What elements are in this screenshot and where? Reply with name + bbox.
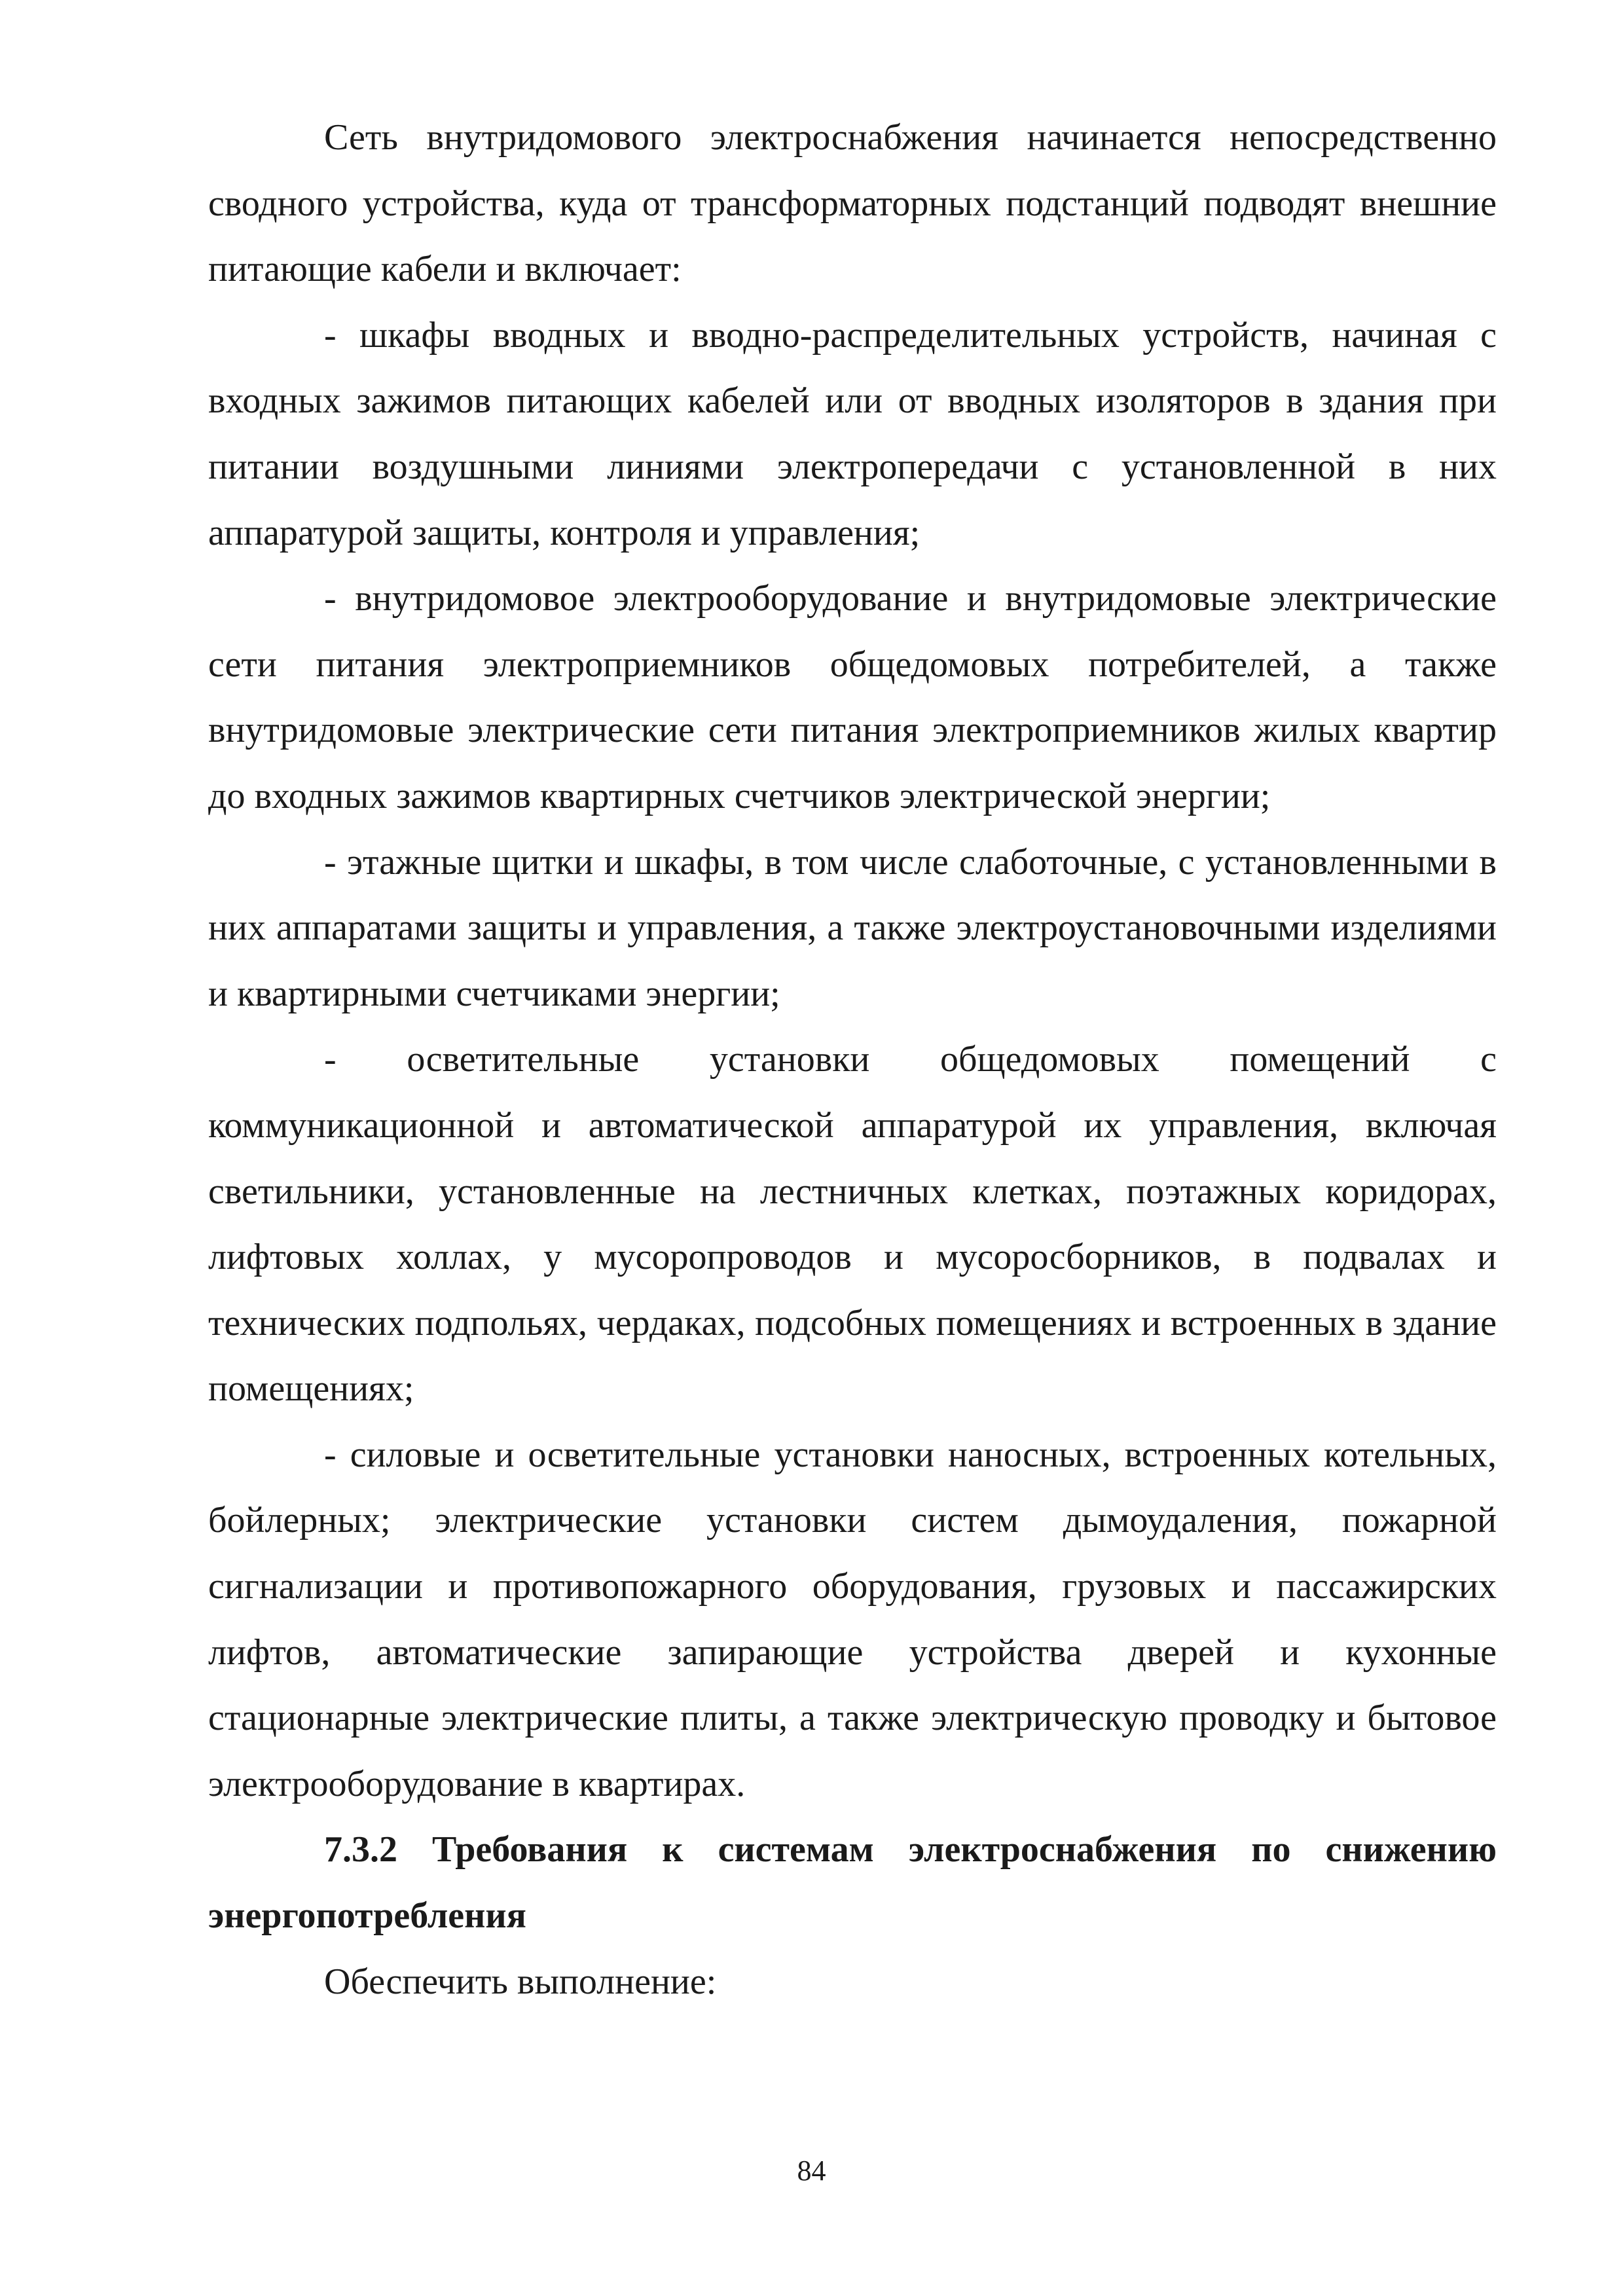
list-item-floor-panels: - этажные щитки и шкафы, в том числе слаботочные, с установленными в них аппаратами защиты и управления, а также электроустановочными изделиями и квартирными счетчиками энергии; xyxy=(208,841,1497,1014)
list-item-internal-equipment: - внутридомовое электрооборудование и внутридомовые электрические сети питания электроприемников общедомовых потребителей, а также внутридомовые электрические сети питания электроприемников жилых квартир до входных зажимов квартирных счетчиков электрической энергии; xyxy=(208,578,1497,816)
list-item-power-installations: - силовые и осветительные установки наносных, встроенных котельных, бойлерных; электрические установки систем дымоудаления, пожарной сигнализации и противопожарного оборудования, грузовых и пассажирских лифтов, автоматические запирающие устройства дверей и кухонные стационарные электрические плиты, а также электрическую проводку и бытовое электрооборудование в квартирах. xyxy=(208,1434,1497,1804)
intro-paragraph: Сеть внутридомового электроснабжения начинается непосредственно сводного устройства, куда от трансформаторных подстанций подводят внешние питающие кабели и включает: xyxy=(208,117,1497,290)
section-heading: 7.3.2 Требования к системам электроснабжения по снижению энергопотребления xyxy=(208,1829,1497,1937)
list-item-lighting: - осветительные установки общедомовых помещений с коммуникационной и автоматической аппаратурой их управления, включая светильники, установленные на лестничных клетках, поэтажных коридорах, лифтовых холлах, у мусоропроводов и мусоросборников, в подвалах и технических подпольях, чердаках, подсобных помещениях и встроенных в здание помещениях; xyxy=(208,1039,1497,1410)
page-number: 84 xyxy=(797,2155,826,2187)
list-item-input-cabinets: - шкафы вводных и вводно-распределительных устройств, начиная с входных зажимов питающих кабелей или от вводных изоляторов в здания при питании воздушными линиями электропередачи с установленной в них аппаратурой защиты, контроля и управления; xyxy=(208,314,1497,553)
body-text xyxy=(208,105,1497,2014)
closing-paragraph: Обеспечить выполнение: xyxy=(324,1961,717,2002)
